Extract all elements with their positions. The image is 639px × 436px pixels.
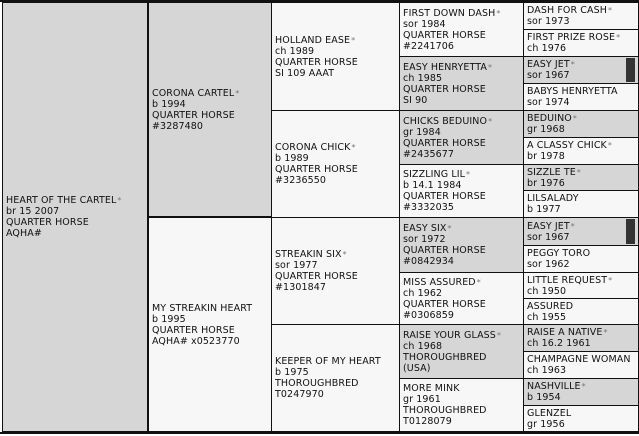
- horse-detail-line: QUARTER HORSE: [403, 83, 486, 95]
- horse-detail-line: ch 1963: [527, 365, 567, 376]
- horse-name-text[interactable]: NASHVILLE: [527, 381, 581, 392]
- horse-name[interactable]: [403, 277, 520, 288]
- horse-cell-g4a[interactable]: [399, 2, 524, 57]
- horse-detail-line: #2435677: [403, 148, 455, 160]
- horse-name[interactable]: [527, 113, 635, 124]
- horse-name-text[interactable]: RAISE A NATIVE: [527, 327, 603, 338]
- horse-name[interactable]: [527, 327, 635, 338]
- asterisk-marker: *: [476, 277, 481, 287]
- horse-name-text[interactable]: EASY JET: [527, 59, 570, 70]
- asterisk-marker: *: [572, 114, 577, 123]
- horse-cell-g4g[interactable]: [399, 324, 524, 379]
- horse-name-text[interactable]: BABYS HENRYETTA: [527, 86, 618, 97]
- horse-name[interactable]: [527, 5, 635, 16]
- horse-detail-line: QUARTER HORSE: [275, 56, 358, 68]
- horse-detail-line: b 1989: [275, 153, 309, 164]
- horse-detail-line: sor 1962: [527, 259, 570, 270]
- horse-cell-g5k[interactable]: [523, 272, 639, 299]
- horse-name[interactable]: [275, 356, 396, 367]
- asterisk-marker: *: [608, 6, 613, 15]
- horse-name-text[interactable]: RAISE YOUR GLASS: [403, 329, 496, 341]
- horse-name-text[interactable]: GLENZEL: [527, 407, 572, 419]
- horse-detail-line: (USA): [403, 362, 431, 374]
- horse-detail-line: sor 1967: [527, 70, 570, 81]
- horse-name-text[interactable]: BEDUINO: [527, 113, 572, 124]
- horse-cell-g2b[interactable]: [148, 217, 272, 432]
- asterisk-marker: *: [570, 221, 575, 231]
- horse-detail-line: gr 1956: [527, 418, 565, 430]
- horse-detail-line: AQHA#: [6, 228, 42, 239]
- horse-detail-line: sor 1984: [403, 18, 446, 30]
- bottom-border: [0, 432, 639, 434]
- horse-detail-line: br 15 2007: [6, 206, 60, 217]
- horse-detail-line: SI 109 AAAT: [275, 67, 335, 79]
- horse-detail-line: sor 1972: [403, 234, 446, 245]
- horse-name-text[interactable]: EASY JET: [527, 220, 570, 232]
- horse-cell-g5l[interactable]: [523, 298, 639, 325]
- horse-cell-g5c[interactable]: [523, 56, 639, 84]
- horse-name-text[interactable]: MY STREAKIN HEART: [152, 302, 253, 314]
- asterisk-marker: *: [351, 143, 356, 152]
- horse-detail-line: ch 1962: [403, 287, 443, 299]
- horse-name-text[interactable]: MISS ASSURED: [403, 276, 476, 288]
- horse-detail-line: #3287480: [152, 120, 204, 132]
- horse-detail-line: ch 1989: [275, 45, 315, 57]
- horse-name[interactable]: [527, 86, 635, 97]
- horse-cell-g3d[interactable]: [271, 324, 400, 432]
- horse-cell-g2a[interactable]: [148, 2, 272, 217]
- horse-cell-g4b[interactable]: [399, 56, 524, 111]
- horse-detail-line: b 1954: [527, 392, 561, 403]
- horse-name-text[interactable]: A CLASSY CHICK: [527, 140, 607, 151]
- asterisk-marker: *: [570, 60, 575, 69]
- horse-detail-line: QUARTER HORSE: [275, 271, 358, 282]
- horse-name[interactable]: [275, 35, 396, 46]
- horse-detail-line: sor 1974: [527, 97, 570, 108]
- horse-name[interactable]: [403, 169, 520, 180]
- horse-name[interactable]: [527, 167, 635, 178]
- horse-cell-g5b[interactable]: [523, 29, 639, 57]
- horse-cell-g3a[interactable]: [271, 2, 400, 111]
- horse-name[interactable]: [403, 383, 520, 394]
- horse-cell-g5p[interactable]: [523, 405, 639, 432]
- horse-name-text[interactable]: MORE MINK: [403, 383, 460, 394]
- horse-name[interactable]: [403, 8, 520, 19]
- horse-name-text[interactable]: LILSALADY: [527, 193, 579, 204]
- horse-name-text[interactable]: PEGGY TORO: [527, 248, 591, 259]
- horse-name[interactable]: [403, 62, 520, 73]
- horse-name-text[interactable]: DASH FOR CASH: [527, 5, 608, 16]
- horse-name-text[interactable]: CORONA CARTEL: [152, 87, 235, 99]
- horse-name[interactable]: [275, 142, 396, 153]
- horse-detail-line: b 1975: [275, 367, 309, 378]
- horse-name-text[interactable]: STREAKIN SIX: [275, 249, 342, 260]
- horse-detail-line: THOROUGHBRED: [403, 405, 487, 416]
- asterisk-marker: *: [496, 8, 501, 18]
- horse-name-text[interactable]: FIRST DOWN DASH: [403, 7, 496, 19]
- horse-detail-line: sor 1977: [275, 260, 318, 271]
- horse-detail-line: #0306859: [403, 309, 455, 321]
- horse-name[interactable]: [6, 195, 144, 206]
- horse-detail-line: QUARTER HORSE: [6, 217, 89, 228]
- horse-name[interactable]: [527, 221, 635, 232]
- horse-detail-line: ch 1955: [527, 311, 567, 323]
- horse-name-text[interactable]: EASY HENRYETTA: [403, 61, 488, 73]
- horse-name-text[interactable]: HOLLAND EASE: [275, 34, 351, 46]
- horse-detail-line: sor 1967: [527, 231, 570, 243]
- horse-cell-g5e[interactable]: [523, 110, 639, 138]
- horse-detail-line: SI 90: [403, 94, 428, 106]
- asterisk-marker: *: [117, 196, 122, 205]
- horse-detail-line: #2241706: [403, 40, 455, 52]
- horse-cell-g3c[interactable]: [271, 217, 400, 325]
- horse-name-text[interactable]: CHAMPAGNE WOMAN: [527, 354, 631, 365]
- horse-detail-line: T0247970: [275, 389, 324, 400]
- horse-name-text[interactable]: CHICKS BEDUINO: [403, 115, 488, 127]
- horse-detail-line: ch 16.2 1961: [527, 338, 591, 349]
- asterisk-marker: *: [351, 35, 356, 45]
- asterisk-marker: *: [581, 382, 586, 391]
- horse-detail-line: #1301847: [275, 282, 327, 293]
- horse-detail-line: AQHA# x0523770: [152, 335, 240, 347]
- horse-cell-g5d[interactable]: [523, 83, 639, 111]
- horse-cell-g5m[interactable]: [523, 324, 639, 352]
- scroll-tab-icon[interactable]: [626, 58, 635, 82]
- asterisk-marker: *: [447, 224, 452, 233]
- horse-name[interactable]: [527, 275, 635, 286]
- asterisk-marker: *: [488, 116, 493, 126]
- horse-detail-line: b 14.1 1984: [403, 180, 462, 191]
- horse-cell-g5f[interactable]: [523, 137, 639, 165]
- horse-cell-g4f[interactable]: [399, 272, 524, 325]
- horse-name-text[interactable]: SIZZLING LIL: [403, 169, 466, 180]
- horse-cell-g5h[interactable]: [523, 190, 639, 218]
- horse-detail-line: QUARTER HORSE: [275, 164, 358, 175]
- horse-name[interactable]: [275, 249, 396, 260]
- asterisk-marker: *: [488, 62, 493, 72]
- horse-detail-line: gr 1984: [403, 126, 441, 138]
- horse-name[interactable]: [152, 303, 268, 314]
- horse-detail-line: QUARTER HORSE: [403, 29, 486, 41]
- scroll-tab-icon[interactable]: [626, 219, 635, 244]
- horse-cell-g5i[interactable]: [523, 217, 639, 246]
- horse-detail-line: QUARTER HORSE: [403, 137, 486, 149]
- horse-cell-g5g[interactable]: [523, 164, 639, 191]
- asterisk-marker: *: [342, 250, 347, 259]
- horse-detail-line: THOROUGHBRED: [275, 378, 359, 389]
- horse-detail-line: ch 1976: [527, 43, 567, 54]
- horse-cell-g5a[interactable]: [523, 2, 639, 30]
- horse-detail-line: QUARTER HORSE: [152, 324, 235, 336]
- horse-detail-line: b 1995: [152, 313, 186, 325]
- horse-detail-line: QUARTER HORSE: [403, 298, 486, 310]
- horse-detail-line: QUARTER HORSE: [403, 245, 486, 256]
- horse-cell-g4h[interactable]: [399, 378, 524, 432]
- horse-detail-line: QUARTER HORSE: [403, 191, 486, 202]
- asterisk-marker: *: [616, 33, 621, 42]
- horse-name[interactable]: [527, 381, 635, 392]
- horse-detail-line: br 1978: [527, 151, 565, 162]
- asterisk-marker: *: [608, 275, 613, 285]
- horse-detail-line: b 1994: [152, 98, 186, 110]
- horse-name-text[interactable]: KEEPER OF MY HEART: [275, 356, 381, 367]
- horse-detail-line: gr 1961: [403, 394, 441, 405]
- horse-detail-line: #3236550: [275, 175, 327, 186]
- asterisk-marker: *: [576, 167, 581, 177]
- horse-name-text[interactable]: SIZZLE TE: [527, 166, 576, 178]
- horse-detail-line: gr 1968: [527, 124, 565, 135]
- horse-name-text[interactable]: FIRST PRIZE ROSE: [527, 32, 616, 43]
- asterisk-marker: *: [466, 170, 471, 179]
- horse-cell-g1[interactable]: [2, 2, 148, 432]
- asterisk-marker: *: [496, 330, 502, 340]
- horse-cell-g4e[interactable]: [399, 217, 524, 273]
- horse-detail-line: br 1976: [527, 177, 565, 189]
- horse-name[interactable]: [403, 330, 520, 341]
- horse-name-text[interactable]: EASY SIX: [403, 223, 447, 234]
- horse-detail-line: #0842934: [403, 256, 455, 267]
- horse-cell-g5j[interactable]: [523, 245, 639, 273]
- asterisk-marker: *: [235, 88, 240, 98]
- horse-name[interactable]: [527, 193, 635, 204]
- horse-name[interactable]: [527, 59, 635, 70]
- horse-name[interactable]: [527, 354, 635, 365]
- horse-cell-g5n[interactable]: [523, 351, 639, 379]
- horse-name[interactable]: [403, 116, 520, 127]
- horse-cell-g4d[interactable]: [399, 164, 524, 218]
- horse-name-text[interactable]: CORONA CHICK: [275, 142, 351, 153]
- horse-detail-line: THOROUGHBRED: [403, 351, 487, 363]
- horse-cell-g3b[interactable]: [271, 110, 400, 218]
- horse-name[interactable]: [527, 140, 635, 151]
- horse-cell-g4c[interactable]: [399, 110, 524, 165]
- horse-detail-line: ch 1968: [403, 340, 443, 352]
- horse-detail-line: b 1977: [527, 204, 561, 215]
- horse-name[interactable]: [527, 248, 635, 259]
- horse-detail-line: sor 1973: [527, 16, 570, 27]
- horse-detail-line: QUARTER HORSE: [152, 109, 235, 121]
- horse-detail-line: #3332035: [403, 202, 455, 213]
- horse-name[interactable]: [527, 301, 635, 312]
- horse-name-text[interactable]: ASSURED: [527, 300, 574, 312]
- horse-cell-g5o[interactable]: [523, 378, 639, 406]
- horse-name-text[interactable]: LITTLE REQUEST: [527, 274, 608, 286]
- asterisk-marker: *: [607, 141, 612, 150]
- horse-name[interactable]: [527, 408, 635, 419]
- horse-name[interactable]: [527, 32, 635, 43]
- horse-detail-line: T0128079: [403, 416, 452, 427]
- asterisk-marker: *: [603, 328, 608, 337]
- horse-name[interactable]: [152, 88, 268, 99]
- horse-detail-line: ch 1985: [403, 72, 443, 84]
- horse-detail-line: ch 1950: [527, 285, 567, 297]
- horse-name[interactable]: [403, 223, 520, 234]
- horse-name-text[interactable]: HEART OF THE CARTEL: [6, 195, 117, 206]
